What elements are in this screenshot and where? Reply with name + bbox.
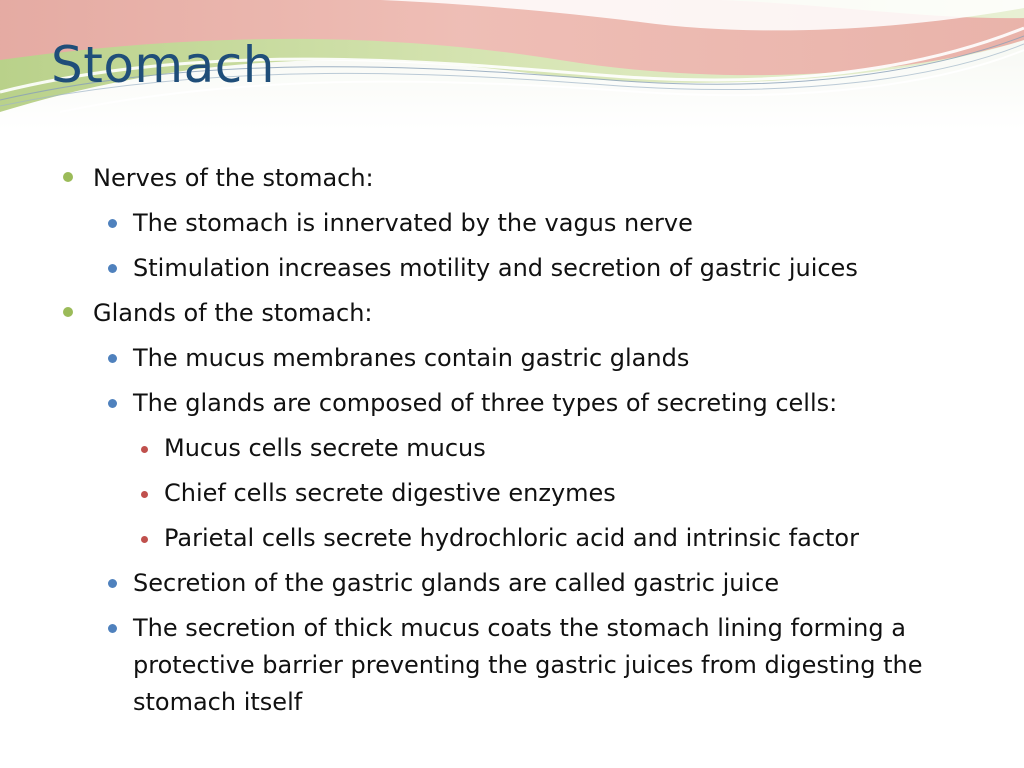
bullet-level3-item bbox=[60, 430, 980, 467]
bullet-level3-item bbox=[60, 520, 980, 557]
bullet-dot-icon bbox=[141, 491, 148, 498]
bullet-level2-item bbox=[60, 565, 980, 602]
bullet-text: The stomach is innervated by the vagus nerve bbox=[133, 209, 693, 237]
bullet-level1-item bbox=[60, 295, 980, 332]
bullet-dot-icon bbox=[108, 579, 117, 588]
bullet-text: Nerves of the stomach: bbox=[93, 164, 374, 192]
bullet-dot-icon bbox=[141, 446, 148, 453]
bullet-level2-item bbox=[60, 250, 980, 287]
bullet-dot-icon bbox=[108, 624, 117, 633]
bullet-level3-item bbox=[60, 475, 980, 512]
bullet-level2-item bbox=[60, 385, 980, 422]
bullet-text: The secretion of thick mucus coats the stomach lining forming a protective barrier preventing the gastric juices from digesting the stomach itself bbox=[133, 614, 923, 716]
bullet-text: The mucus membranes contain gastric glands bbox=[133, 344, 690, 372]
bullet-dot-icon bbox=[108, 399, 117, 408]
slide-content bbox=[60, 160, 980, 729]
bullet-dot-icon bbox=[108, 264, 117, 273]
bullet-text: The glands are composed of three types of secreting cells: bbox=[133, 389, 838, 417]
bullet-level2-item bbox=[60, 205, 980, 242]
bullet-text: Mucus cells secrete mucus bbox=[164, 434, 486, 462]
bullet-dot-icon bbox=[108, 354, 117, 363]
bullet-text: Chief cells secrete digestive enzymes bbox=[164, 479, 616, 507]
bullet-dot-icon bbox=[141, 536, 148, 543]
bullet-text: Secretion of the gastric glands are called gastric juice bbox=[133, 569, 780, 597]
bullet-text: Stimulation increases motility and secretion of gastric juices bbox=[133, 254, 858, 282]
bullet-level2-item bbox=[60, 610, 980, 721]
bullet-dot-icon bbox=[63, 307, 73, 317]
bullet-dot-icon bbox=[63, 172, 73, 182]
bullet-text: Parietal cells secrete hydrochloric acid and intrinsic factor bbox=[164, 524, 859, 552]
bullet-level2-item bbox=[60, 340, 980, 377]
bullet-text: Glands of the stomach: bbox=[93, 299, 373, 327]
slide-title: Stomach bbox=[51, 36, 275, 94]
bullet-dot-icon bbox=[108, 219, 117, 228]
bullet-list bbox=[60, 160, 980, 721]
bullet-level1-item bbox=[60, 160, 980, 197]
